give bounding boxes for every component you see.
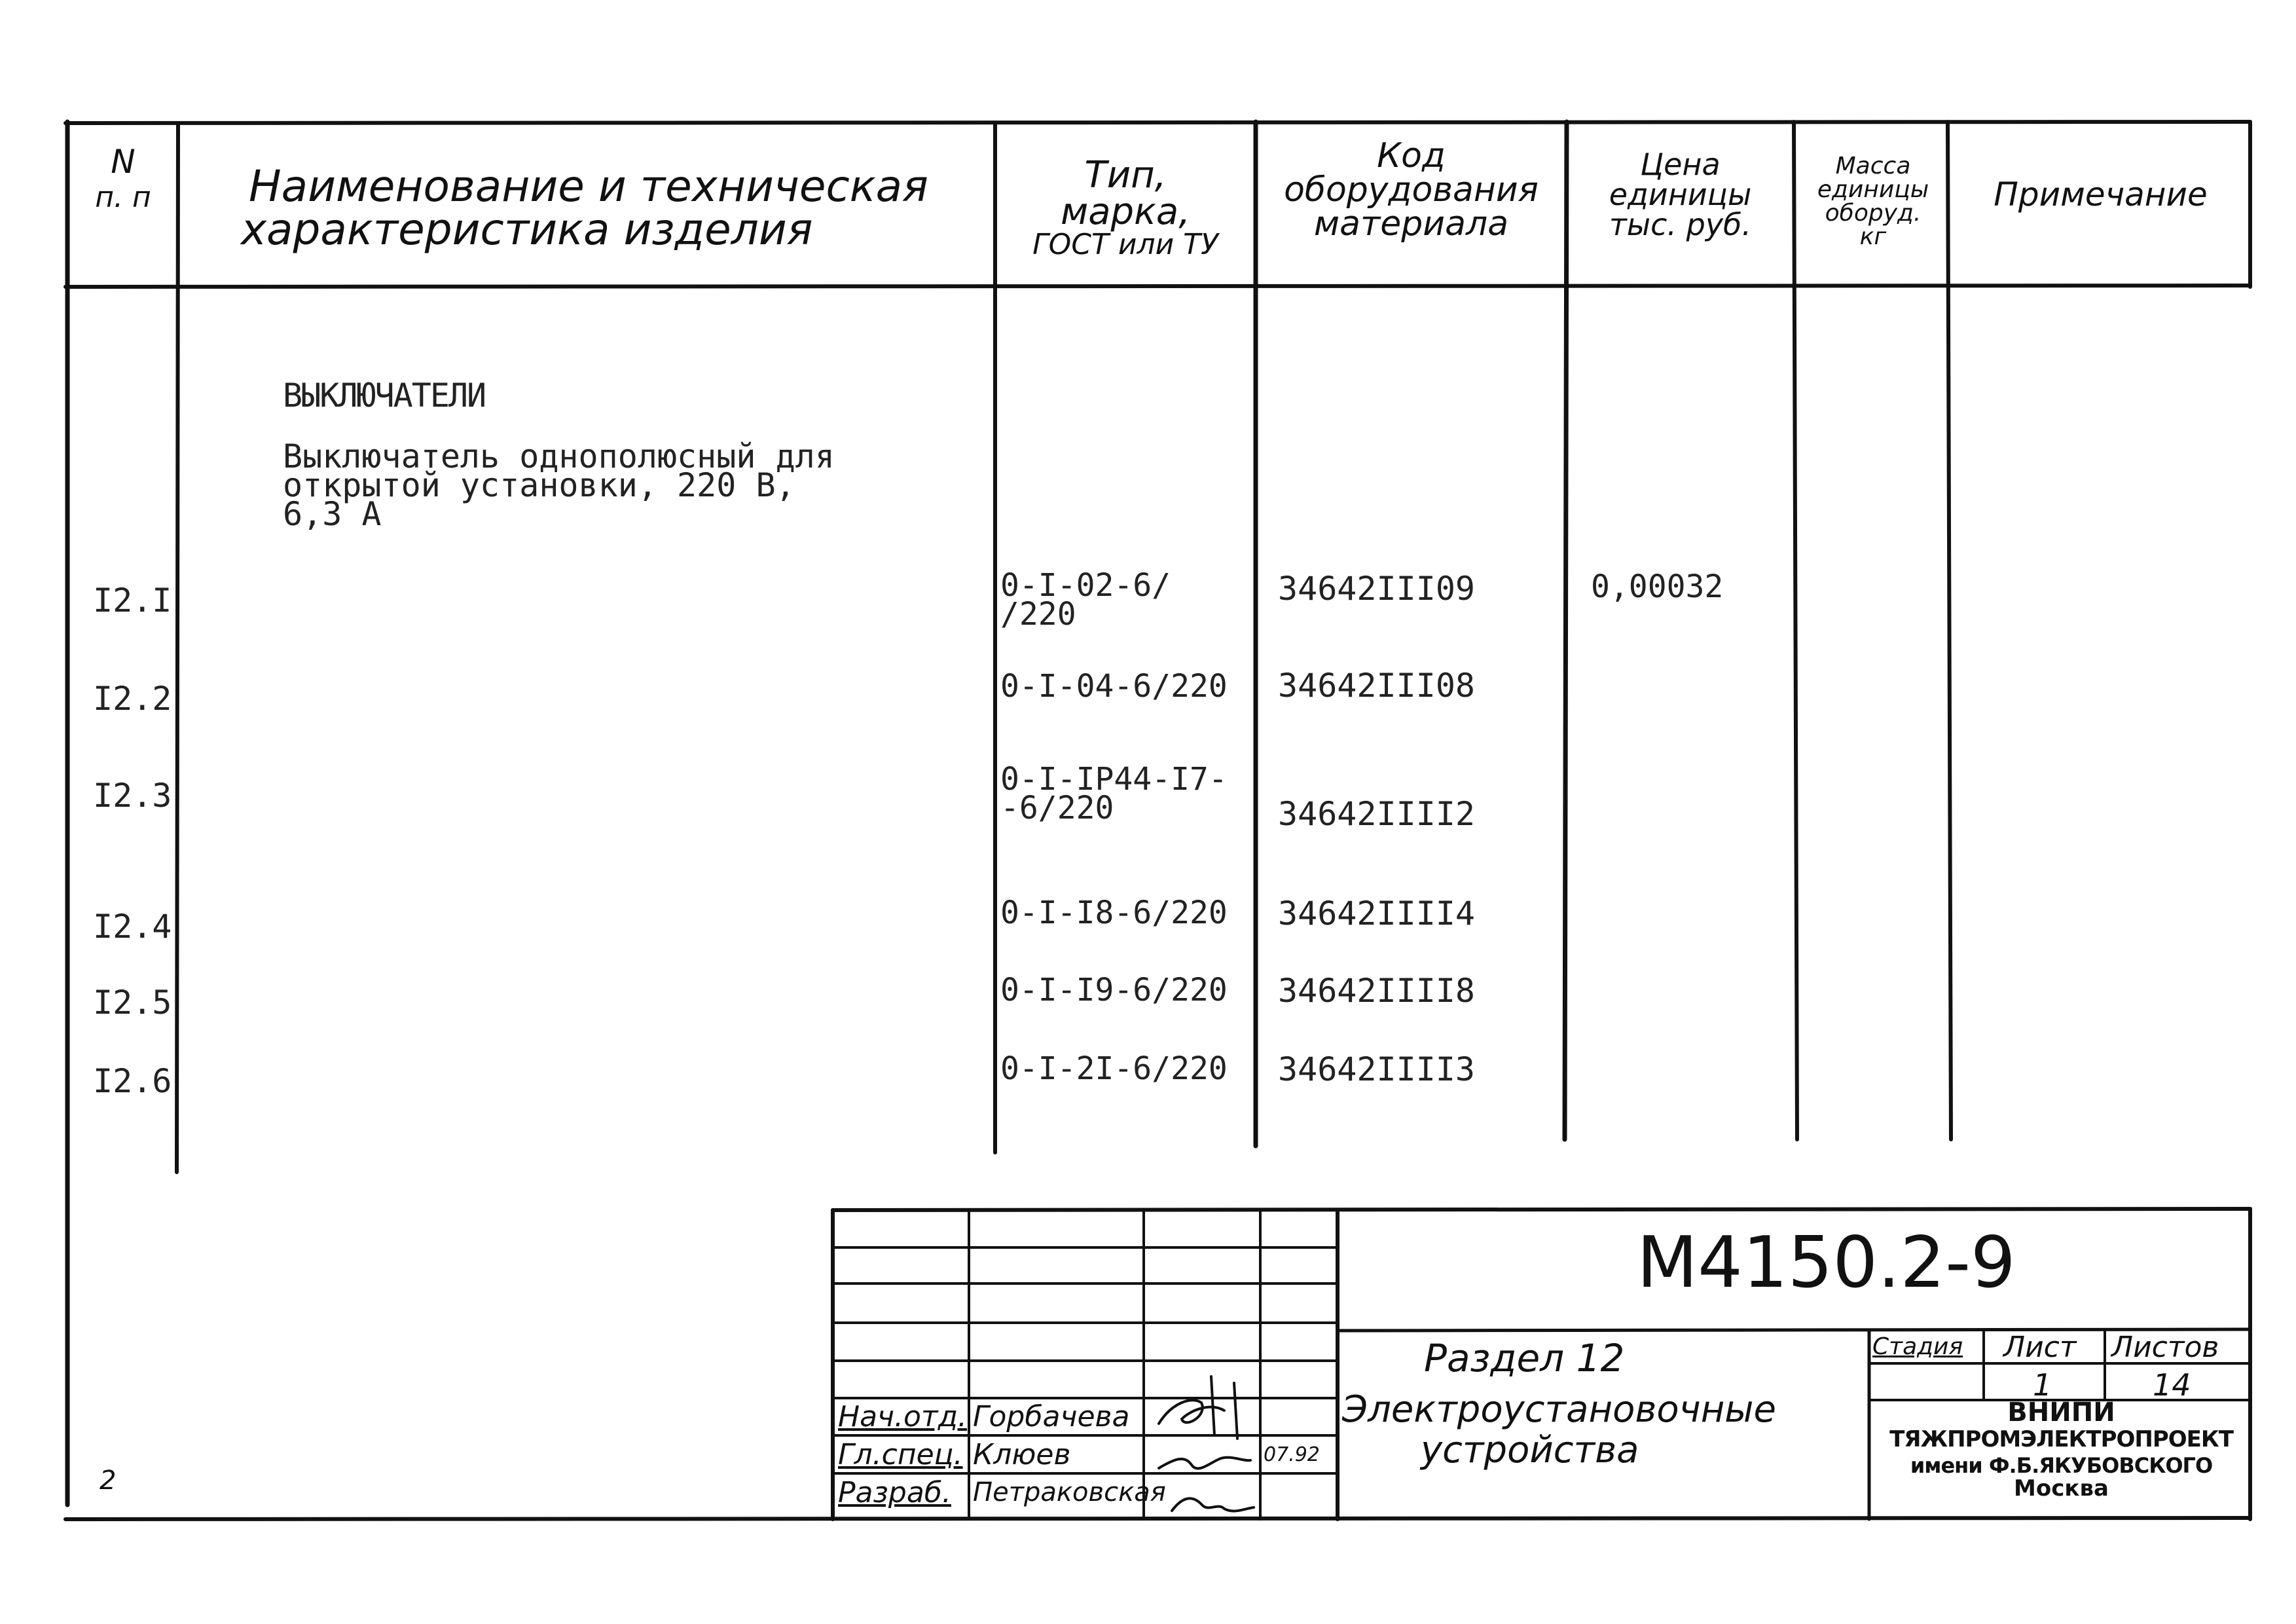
sheets-total: 14 — [2153, 1367, 2191, 1403]
organization-line: ТЯЖПРОМЭЛЕКТРОПРОЕКТ — [1889, 1426, 2233, 1452]
document-title-line: Электроустановочные — [1342, 1388, 1776, 1431]
header-code — [1256, 136, 1567, 244]
row-num: I2.5 — [93, 984, 172, 1022]
header-type-line: Тип, — [1084, 154, 1167, 196]
row-code: 34642III08 — [1278, 667, 1476, 705]
signature-role: Гл.спец. — [838, 1438, 963, 1471]
row-num: I2.4 — [93, 908, 172, 946]
page-number: 2 — [100, 1466, 117, 1496]
signature-date: 07.92 — [1264, 1443, 1320, 1466]
row-type-line: /220 — [1000, 596, 1076, 633]
signature-scribbles — [1146, 1363, 1260, 1519]
header-name-line: Наименование и техническая — [249, 161, 928, 212]
row-type — [1000, 567, 1171, 633]
row-num: I2.I — [93, 581, 172, 619]
stage-label: Стадия — [1872, 1333, 1963, 1360]
header-price-line: единицы — [1609, 177, 1752, 212]
row-code: 34642IIII3 — [1278, 1050, 1476, 1088]
header-num — [77, 145, 169, 212]
signature-name: Петраковская — [973, 1477, 1166, 1507]
row-code: 34642IIII2 — [1278, 795, 1476, 833]
row-type-line: -6/220 — [1000, 790, 1114, 826]
header-code-line: оборудования — [1284, 170, 1539, 210]
signature-name: Горбачева — [973, 1400, 1130, 1433]
header-price-line: тыс. руб. — [1609, 207, 1752, 242]
document-title — [1342, 1390, 1776, 1471]
row-type-line: 0-I-04-6/220 — [1000, 668, 1228, 705]
header-num-line: N — [111, 143, 136, 181]
header-type-line: ГОСТ или ТУ — [1032, 228, 1218, 261]
header-note-line: Примечание — [1994, 175, 2208, 213]
header-mass-line: оборуд. — [1825, 200, 1922, 227]
header-mass-line: Масса — [1835, 153, 1911, 179]
row-code: 34642III09 — [1278, 570, 1476, 608]
signature-role: Разраб. — [838, 1476, 951, 1509]
row-price: 0,00032 — [1591, 568, 1724, 605]
section-description — [283, 437, 835, 533]
description-line: 6,3 А — [283, 495, 382, 533]
section-title: ВЫКЛЮЧАТЕЛИ — [283, 377, 486, 415]
header-mass-line: кг — [1859, 223, 1887, 250]
header-price — [1567, 149, 1794, 240]
organization-line: Москва — [2014, 1475, 2109, 1502]
row-type-line: 0-I-02-6/ — [1000, 567, 1171, 604]
row-num: I2.3 — [93, 777, 172, 815]
row-type — [1000, 761, 1228, 826]
row-type-line: 0-I-I9-6/220 — [1000, 972, 1228, 1008]
sheet-number: 1 — [2033, 1367, 2052, 1403]
header-code-line: материала — [1313, 204, 1509, 244]
sheets-label: Листов — [2111, 1331, 2219, 1364]
organization — [1872, 1399, 2250, 1518]
doc-code: М4150.2-9 — [1637, 1222, 2016, 1304]
header-num-line: п. п — [95, 181, 151, 214]
header-name — [196, 161, 995, 255]
description-line: Выключатель однополюсный для — [283, 437, 835, 475]
row-type — [1000, 972, 1228, 1008]
document-title-line: устройства — [1421, 1429, 1639, 1471]
signature-role: Нач.отд. — [838, 1400, 967, 1433]
row-type — [1000, 895, 1228, 931]
row-code: 34642IIII8 — [1278, 972, 1476, 1010]
sheet-label: Лист — [2003, 1331, 2077, 1364]
row-code: 34642IIII4 — [1278, 895, 1476, 932]
header-note — [1951, 175, 2250, 213]
header-price-line: Цена — [1640, 147, 1721, 182]
header-name-line: характеристика изделия — [241, 204, 813, 255]
signature-name: Клюев — [973, 1438, 1071, 1471]
section-label: Раздел 12 — [1424, 1336, 1625, 1380]
row-type — [1000, 668, 1228, 705]
row-type-line: 0-I-2I-6/220 — [1000, 1050, 1228, 1087]
header-mass — [1797, 155, 1949, 249]
header-type-line: марка, — [1060, 191, 1191, 233]
header-type — [995, 154, 1256, 261]
description-line: открытой установки, 220 В, — [283, 466, 795, 504]
row-type — [1000, 1050, 1228, 1087]
row-num: I2.2 — [93, 680, 172, 718]
header-code-line: Код — [1377, 136, 1446, 175]
header-mass-line: единицы — [1817, 176, 1929, 203]
row-type-line: 0-I-I8-6/220 — [1000, 895, 1228, 931]
row-type-line: 0-I-IP44-I7- — [1000, 761, 1228, 798]
organization-line: имени Ф.Б.ЯКУБОВСКОГО — [1910, 1453, 2213, 1478]
organization-line: ВНИПИ — [2007, 1399, 2115, 1428]
row-num: I2.6 — [93, 1062, 172, 1100]
